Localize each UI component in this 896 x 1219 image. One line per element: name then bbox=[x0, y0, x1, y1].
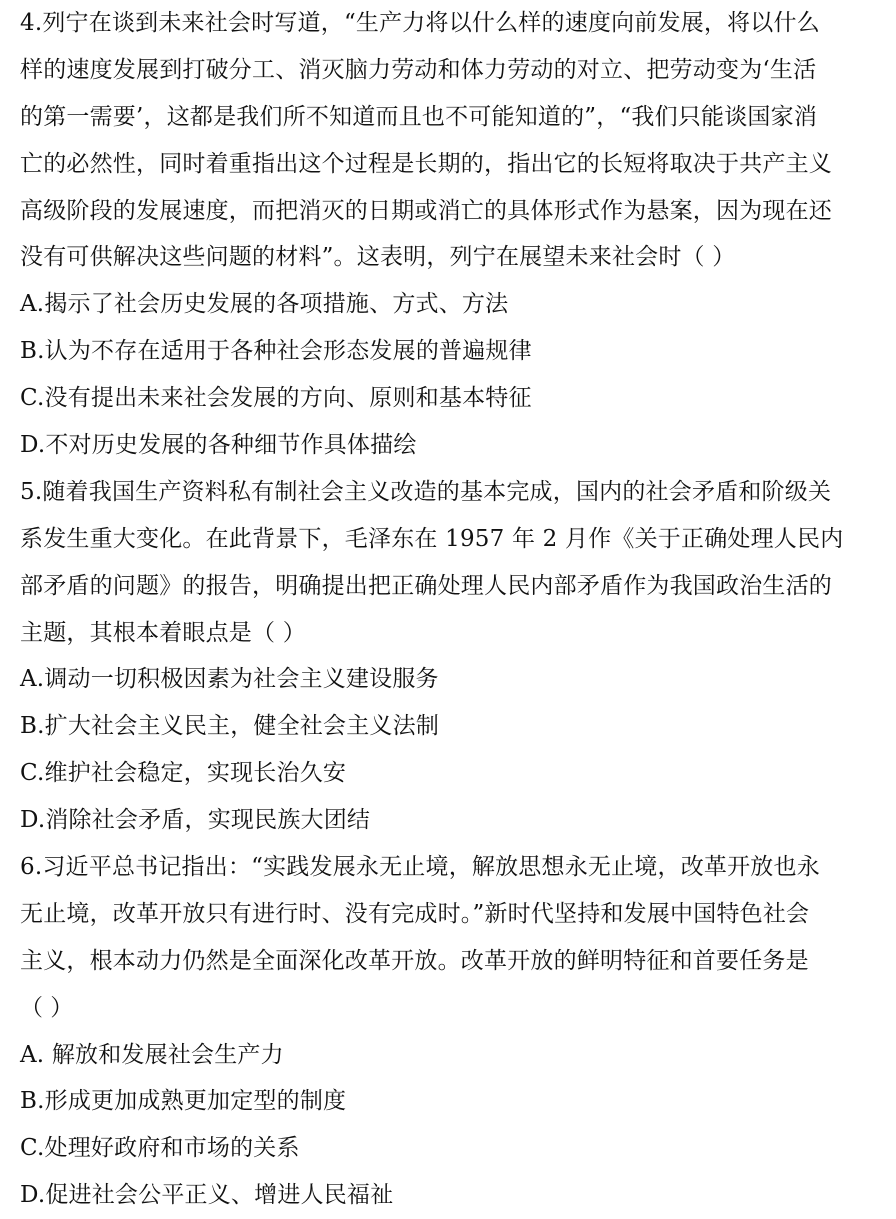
option-a: A.揭示了社会历史发展的各项措施、方式、方法 bbox=[20, 291, 509, 318]
question-5-options bbox=[20, 656, 876, 844]
stem-line: 6.习近平总书记指出：“实践发展永无止境，解放思想永无止境，改革开放也永 bbox=[20, 854, 820, 881]
option-b: B.形成更加成熟更加定型的制度 bbox=[20, 1088, 347, 1115]
exam-page bbox=[20, 0, 876, 1219]
option-a: A.调动一切积极因素为社会主义建设服务 bbox=[20, 666, 439, 693]
option-d: D.消除社会矛盾，实现民族大团结 bbox=[20, 807, 371, 834]
question-5-stem bbox=[20, 469, 876, 657]
stem-line: 的第一需要’，这都是我们所不知道而且也不可能知道的”，“我们只能谈国家消 bbox=[20, 103, 818, 130]
stem-line: 高级阶段的发展速度，而把消灭的日期或消亡的具体形式作为悬案，因为现在还 bbox=[20, 197, 832, 224]
option-b: B.认为不存在适用于各种社会形态发展的普遍规律 bbox=[20, 338, 532, 365]
stem-line: 无止境，改革开放只有进行时、没有完成时。”新时代坚持和发展中国特色社会 bbox=[20, 900, 810, 927]
stem-line: 样的速度发展到打破分工、消灭脑力劳动和体力劳动的对立、把劳动变为‘生活 bbox=[20, 56, 817, 83]
stem-line: 主义，根本动力仍然是全面深化改革开放。改革开放的鲜明特征和首要任务是 bbox=[20, 947, 809, 974]
question-6-options bbox=[20, 1032, 876, 1219]
question-4 bbox=[20, 0, 876, 469]
stem-line: 部矛盾的问题》的报告，明确提出把正确处理人民内部矛盾作为我国政治生活的 bbox=[20, 572, 832, 599]
option-d: D.促进社会公平正义、增进人民福祉 bbox=[20, 1182, 394, 1209]
question-4-options bbox=[20, 281, 876, 469]
stem-line: 主题，其根本着眼点是（ ） bbox=[20, 619, 306, 646]
option-c: C.维护社会稳定，实现长治久安 bbox=[20, 760, 347, 787]
stem-line: 没有可供解决这些问题的材料”。这表明，列宁在展望未来社会时（ ） bbox=[20, 244, 736, 271]
option-c: C.处理好政府和市场的关系 bbox=[20, 1135, 300, 1162]
question-6 bbox=[20, 844, 876, 1219]
option-d: D.不对历史发展的各种细节作具体描绘 bbox=[20, 432, 417, 459]
question-4-stem bbox=[20, 0, 876, 281]
option-b: B.扩大社会主义民主，健全社会主义法制 bbox=[20, 713, 440, 740]
option-a: A. 解放和发展社会生产力 bbox=[20, 1041, 284, 1068]
stem-line: 4.列宁在谈到未来社会时写道，“生产力将以什么样的速度向前发展，将以什么 bbox=[20, 10, 820, 36]
stem-line: 亡的必然性，同时着重指出这个过程是长期的，指出它的长短将取决于共产主义 bbox=[20, 150, 832, 177]
answer-blank: （ ） bbox=[20, 994, 74, 1021]
question-5 bbox=[20, 469, 876, 844]
option-c: C.没有提出未来社会发展的方向、原则和基本特征 bbox=[20, 385, 532, 412]
question-6-stem bbox=[20, 844, 876, 1032]
stem-line: 5.随着我国生产资料私有制社会主义改造的基本完成，国内的社会矛盾和阶级关 bbox=[20, 478, 832, 505]
stem-line: 系发生重大变化。在此背景下，毛泽东在 1957 年 2 月作《关于正确处理人民内 bbox=[20, 525, 844, 552]
